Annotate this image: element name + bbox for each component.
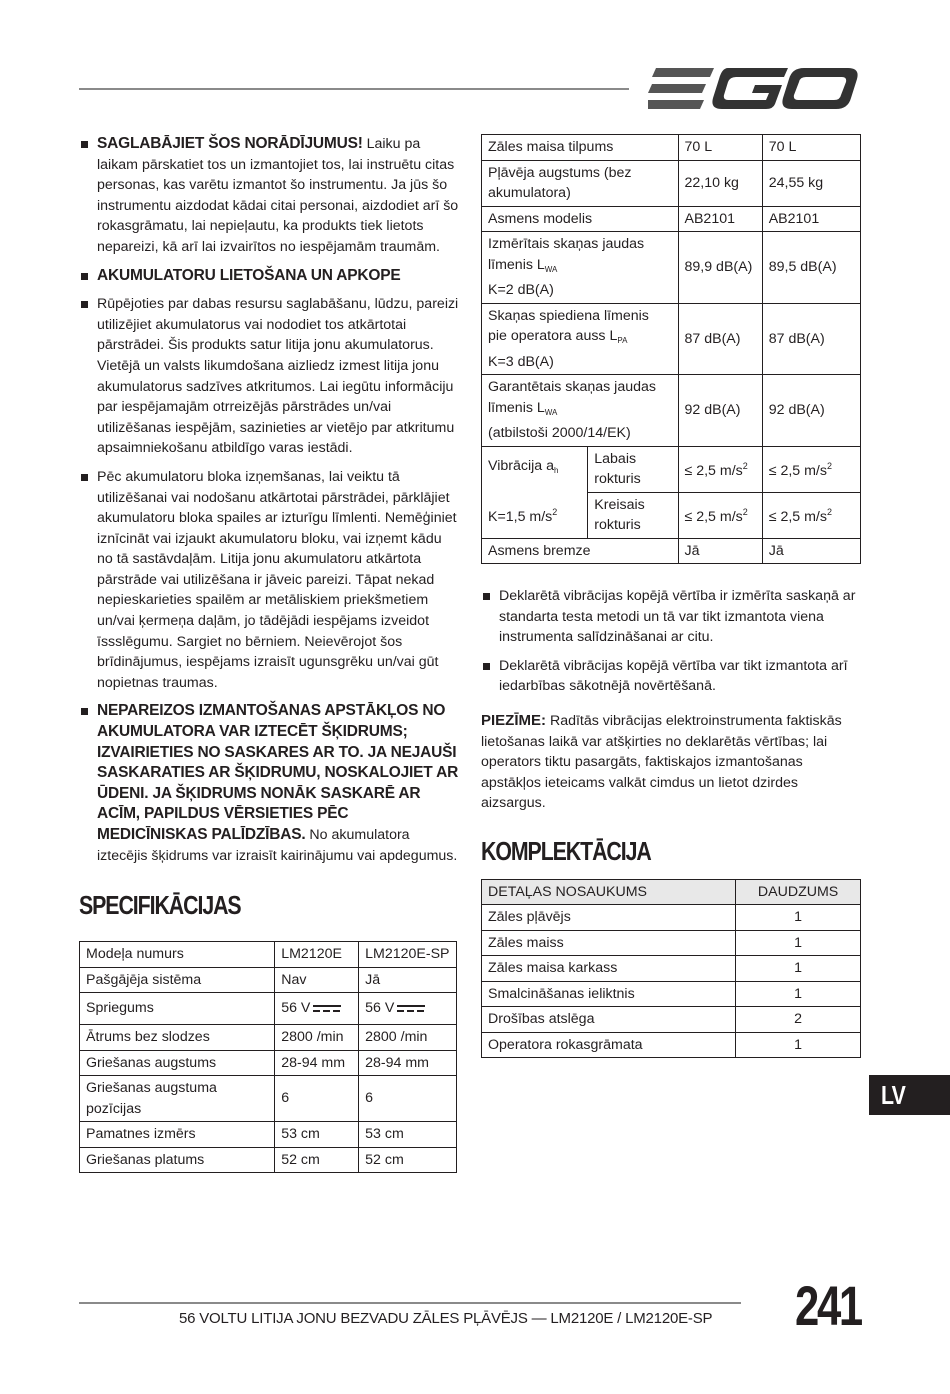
bullet-square-icon bbox=[81, 141, 88, 148]
vibration-label: Vibrācija $a_h$ K=1,5 $m/s^2$ bbox=[482, 446, 588, 538]
table-row: Zāles maisa tilpums 70 L 70 L bbox=[482, 135, 861, 161]
spec-table-continued bbox=[481, 134, 861, 564]
bullet-square-icon bbox=[483, 593, 490, 600]
table-row: Ātrums bez slodzes 2800 /min 2800 /min bbox=[80, 1025, 457, 1051]
bullet-leakage-warning: NEPAREIZOS IZMANTOŠANAS APSTĀKĻOS NO AKUMULATORA VAR IZTECĒT ŠĶIDRUMS; IZVAIRIETIES NO SASKARES AR TO. JA NEJAUŠI SASKARATIES AR ŠĶIDRUMU, NOSKALOJIET AR ŪDENI. JA ŠĶIDRUMS NONĀK SASKARĒ AR ACĪM, PAPILDUS VĒRSIETIES PĒC MEDICĪNISKAS PALĪDZĪBAS. No akumulatora iztecējis šķidrums var izraisīt kairinājumu vai apdegumus. bbox=[79, 701, 459, 866]
bullet-battery-heading: AKUMULATORU LIETOŠANA UN APKOPE bbox=[79, 266, 459, 287]
bullet-square-icon bbox=[81, 474, 88, 481]
table-row: Griešanas platums 52 cm 52 cm bbox=[80, 1147, 457, 1173]
table-row: Zāles maisa karkass 1 bbox=[482, 956, 861, 982]
table-header-row: DETAĻAS NOSAUKUMS DAUDZUMS bbox=[482, 879, 861, 905]
bullet-battery-recycling: Rūpējoties par dabas resursu saglabāšanu, lūdzu, pareizi utilizējiet akumulatorus vai nododiet tos atkārtotai pārstrādei. Šis produkts satur litija jonu akumulatorus. Vietējā un valsts likumdošana aizliedz izmest litija jonu akumulatorus sadzīves atkritumos. Lai iegūtu informāciju par iespējamajām otrreizējās pārstrādes un/vai utilizēšanas iespējām, sazinieties ar vietējo par atkritumu apsaimniekošanu atbildīgo varas iestādi. bbox=[79, 294, 459, 459]
bullet-save-instructions: SAGLABĀJIET ŠOS NORĀDĪJUMUS! Laiku pa laikam pārskatiet tos un izmantojiet tos, lai instruētu citas personas, kas varētu izmantot šo instrumentu. Ja jūs šo instrumentu aizdodat kādai citai personai, aizdodiet arī šo rokasgrāmatu, lai nepieļautu, ka produkts tiek lietots nepareizi, kā arī lai izvairītos no iespējamām traumām. bbox=[79, 134, 459, 258]
bullet-square-icon bbox=[81, 708, 88, 715]
table-row: Modeļa numurs LM2120E LM2120E-SP bbox=[80, 942, 457, 968]
table-row: Operatora rokasgrāmata 1 bbox=[482, 1032, 861, 1058]
footer-rule bbox=[79, 1302, 741, 1304]
bullet-square-icon bbox=[81, 301, 88, 308]
dc-symbol-icon bbox=[313, 1004, 341, 1013]
ego-logo bbox=[648, 64, 858, 114]
table-row: Zāles pļāvējs 1 bbox=[482, 905, 861, 931]
table-row: Asmens bremze Jā Jā bbox=[482, 538, 861, 564]
footer-text: 56 VOLTU LITIJA JONU BEZVADU ZĀLES PĻĀVĒJS — LM2120E / LM2120E-SP bbox=[179, 1310, 713, 1327]
header-rule bbox=[79, 88, 629, 90]
table-row: Pamatnes izmērs 53 cm 53 cm bbox=[80, 1122, 457, 1148]
bullet-vibration-note-2: Deklarētā vibrācijas kopējā vērtība var tikt izmantota arī iedarbības sākotnējā novērtēšanā. bbox=[481, 656, 861, 697]
table-row: Pašgājēja sistēma Nav Jā bbox=[80, 967, 457, 993]
page-number: 241 bbox=[795, 1274, 861, 1337]
table-row: Izmērītais skaņas jaudas līmenis $L_{WA}$ K=2 dB(A) 89,9 dB(A) 89,5 dB(A) bbox=[482, 232, 861, 304]
spec-table bbox=[79, 941, 457, 1173]
right-column bbox=[481, 134, 861, 1058]
kit-heading: KOMPLEKTĀCIJA bbox=[481, 835, 651, 866]
table-row: Griešanas augstuma pozīcijas 6 6 bbox=[80, 1076, 457, 1122]
table-row: Vibrācija $a_h$ K=1,5 $m/s^2$ Labais rokturis ≤ 2,5 $m/s^2$ ≤ 2,5 $m/s^2$ bbox=[482, 446, 861, 492]
left-column bbox=[79, 134, 459, 1173]
bullet-battery-removal: Pēc akumulatoru bloka izņemšanas, lai veiktu tā utilizēšanai vai nodošanu atkārtotai pārstrādei, pārklājiet akumulatoru bloka spailes ar izturīgu līmlenti. Nemēģiniet iznīcināt vai izjaukt akumulatoru bloku, vai izņemt kādu no tā sastāvdaļām. Litija jonu akumulatoru atkārtota pārstrāde vai utilizēšana ir jāveic pareizi. Tāpat nekad nepieskarieties spailēm ar metāliskiem priekšmetiem un/vai ķermeņa daļām, jo tādējādi iespējams izveidot īssslēgumu. Sargiet no bērniem. Neievērojot šos brīdinājumus, iespējams izraisīt ugunsgrēku un/vai gūt nopietnas traumas. bbox=[79, 467, 459, 694]
table-row: Pļāvēja augstums (bez akumulatora) 22,10 kg 24,55 kg bbox=[482, 160, 861, 206]
table-row: Garantētais skaņas jaudas līmenis $L_{WA}$ (atbilstoši 2000/14/EK) 92 dB(A) 92 dB(A) bbox=[482, 375, 861, 447]
table-row: Kreisais rokturis ≤ 2,5 $m/s^2$ ≤ 2,5 $m/s^2$ bbox=[482, 492, 861, 538]
spec-heading: SPECIFIKĀCIJAS bbox=[79, 890, 241, 921]
table-row: Zāles maiss 1 bbox=[482, 930, 861, 956]
language-tab: LV bbox=[869, 1075, 950, 1115]
bullet-vibration-note-1: Deklarētā vibrācijas kopējā vērtība ir izmērīta saskaņā ar standarta testa metodi un tā var tikt izmantota viena instrumenta salīdzināšanai ar citu. bbox=[481, 586, 861, 648]
table-row: Griešanas augstums 28-94 mm 28-94 mm bbox=[80, 1050, 457, 1076]
table-row: Asmens modelis AB2101 AB2101 bbox=[482, 206, 861, 232]
table-row: Drošības atslēga 2 bbox=[482, 1007, 861, 1033]
dc-symbol-icon bbox=[397, 1004, 425, 1013]
table-row: Skaņas spiediena līmenis pie operatora auss $L_{PA}$ K=3 dB(A) 87 dB(A) 87 dB(A) bbox=[482, 303, 861, 375]
table-row: Smalcināšanas ieliktnis 1 bbox=[482, 981, 861, 1007]
bullet-square-icon bbox=[483, 663, 490, 670]
table-row: Spriegums 56 V 56 V bbox=[80, 993, 457, 1025]
note-paragraph: PIEZĪME: Radītās vibrācijas elektroinstrumenta faktiskās lietošanas laikā var atšķirties no deklarētās vērtības; lai operators tiktu pasargāts, faktiskajos izmantošanas apstākļos ieteicams valkāt cimdus un lietot dzirdes aizsargus. bbox=[481, 711, 842, 812]
kit-table bbox=[481, 879, 861, 1059]
bullet-square-icon bbox=[81, 273, 88, 280]
